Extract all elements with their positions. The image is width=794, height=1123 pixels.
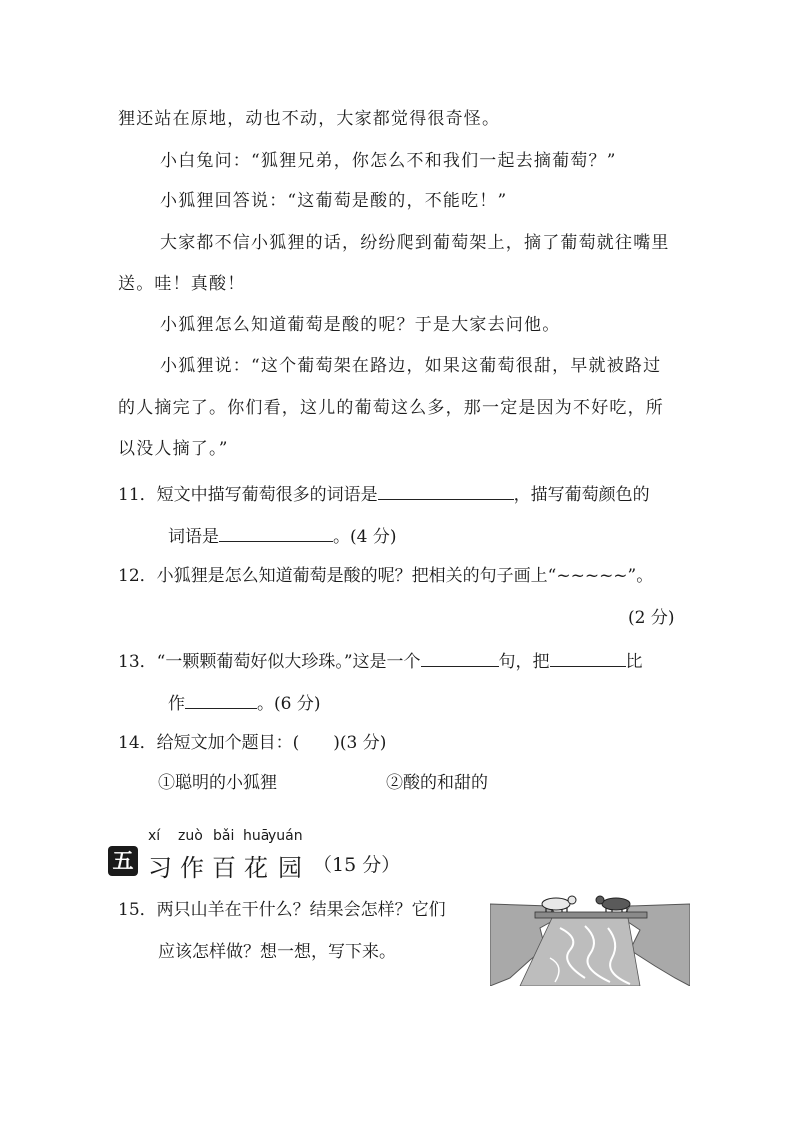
pinyin: xí xyxy=(148,828,161,844)
answer-blank-sentence-type[interactable] xyxy=(421,648,499,667)
question-text: 短文中描写葡萄很多的词语是 xyxy=(156,485,378,505)
story-line-3: 小狐狸回答说：“这葡萄是酸的，不能吃！” xyxy=(160,191,508,211)
question-13-line-1 xyxy=(118,648,643,673)
question-number: 13． xyxy=(118,652,157,672)
story-line-2: 小白兔问：“狐狸兄弟，你怎么不和我们一起去摘葡萄？” xyxy=(160,151,617,171)
story-line-6c: 以没人摘了。” xyxy=(118,439,229,459)
answer-blank-grape-color[interactable] xyxy=(219,523,333,542)
question-text: “一颗颗葡萄好似大珍珠。”这是一个 xyxy=(156,652,421,672)
question-number: 14． xyxy=(118,733,157,753)
question-15-line-1 xyxy=(118,899,446,921)
question-text: 给短文加个题目：( )(3 分) xyxy=(156,733,387,753)
two-goats-bridge-illustration xyxy=(490,888,690,986)
question-text: 词语是 xyxy=(168,527,219,547)
option-2[interactable]: ②酸的和甜的 xyxy=(386,773,488,793)
question-text: 小狐狸是怎么知道葡萄是酸的呢？把相关的句子画上“~~~~~”。 xyxy=(156,566,654,586)
question-13-line-2 xyxy=(168,690,320,715)
section-title-char: 作 xyxy=(180,854,204,882)
question-number: 15． xyxy=(118,900,157,920)
story-line-4a: 大家都不信小狐狸的话，纷纷爬到葡萄架上，摘了葡萄就往嘴里 xyxy=(160,233,670,253)
question-text: 比 xyxy=(625,652,643,672)
question-text: 句，把 xyxy=(498,652,550,672)
section-title-char: 习 xyxy=(148,854,172,882)
question-text: 作 xyxy=(168,694,185,714)
option-1[interactable]: ①聪明的小狐狸 xyxy=(158,773,277,793)
question-12-score: (2 分) xyxy=(628,608,675,628)
section-title-char: 百 xyxy=(212,854,236,882)
section-header xyxy=(108,828,438,882)
question-text: ，描写葡萄颜色的 xyxy=(513,485,650,505)
section-score: （15 分） xyxy=(313,854,401,876)
story-line-6a: 小狐狸说：“这个葡萄架在路边，如果这葡萄很甜，早就被路过 xyxy=(160,356,662,376)
section-title-char: 园 xyxy=(278,854,302,882)
story-line-5: 小狐狸怎么知道葡萄是酸的呢？于是大家去问他。 xyxy=(160,315,561,335)
answer-blank-compared-thing[interactable] xyxy=(550,648,626,667)
pinyin: zuò xyxy=(178,828,203,844)
section-title-char: 花 xyxy=(244,854,268,882)
story-line-4b: 送。哇！真酸！ xyxy=(118,274,246,294)
question-14-line-1 xyxy=(118,732,386,754)
question-11-line-1 xyxy=(118,481,650,506)
pinyin: bǎi xyxy=(213,828,235,844)
question-number: 11． xyxy=(118,485,157,505)
answer-blank-compared-to[interactable] xyxy=(185,690,257,709)
question-score: 。(6 分) xyxy=(257,694,321,714)
question-score: 。(4 分) xyxy=(333,527,397,547)
question-number: 12． xyxy=(118,566,157,586)
question-15-line-2: 应该怎样做？想一想，写下来。 xyxy=(158,942,396,962)
question-12-line-1 xyxy=(118,565,653,587)
story-line-1: 狸还站在原地，动也不动，大家都觉得很奇怪。 xyxy=(118,109,501,129)
answer-blank-many-grapes[interactable] xyxy=(378,481,514,500)
question-11-line-2 xyxy=(168,523,396,548)
section-badge: 五 xyxy=(108,846,138,876)
question-text: 两只山羊在干什么？结果会怎样？它们 xyxy=(156,900,446,920)
story-line-6b: 的人摘完了。你们看，这儿的葡萄这么多，那一定是因为不好吃，所 xyxy=(118,398,664,418)
pinyin: huā xyxy=(243,828,270,844)
pinyin: yuán xyxy=(268,828,303,844)
